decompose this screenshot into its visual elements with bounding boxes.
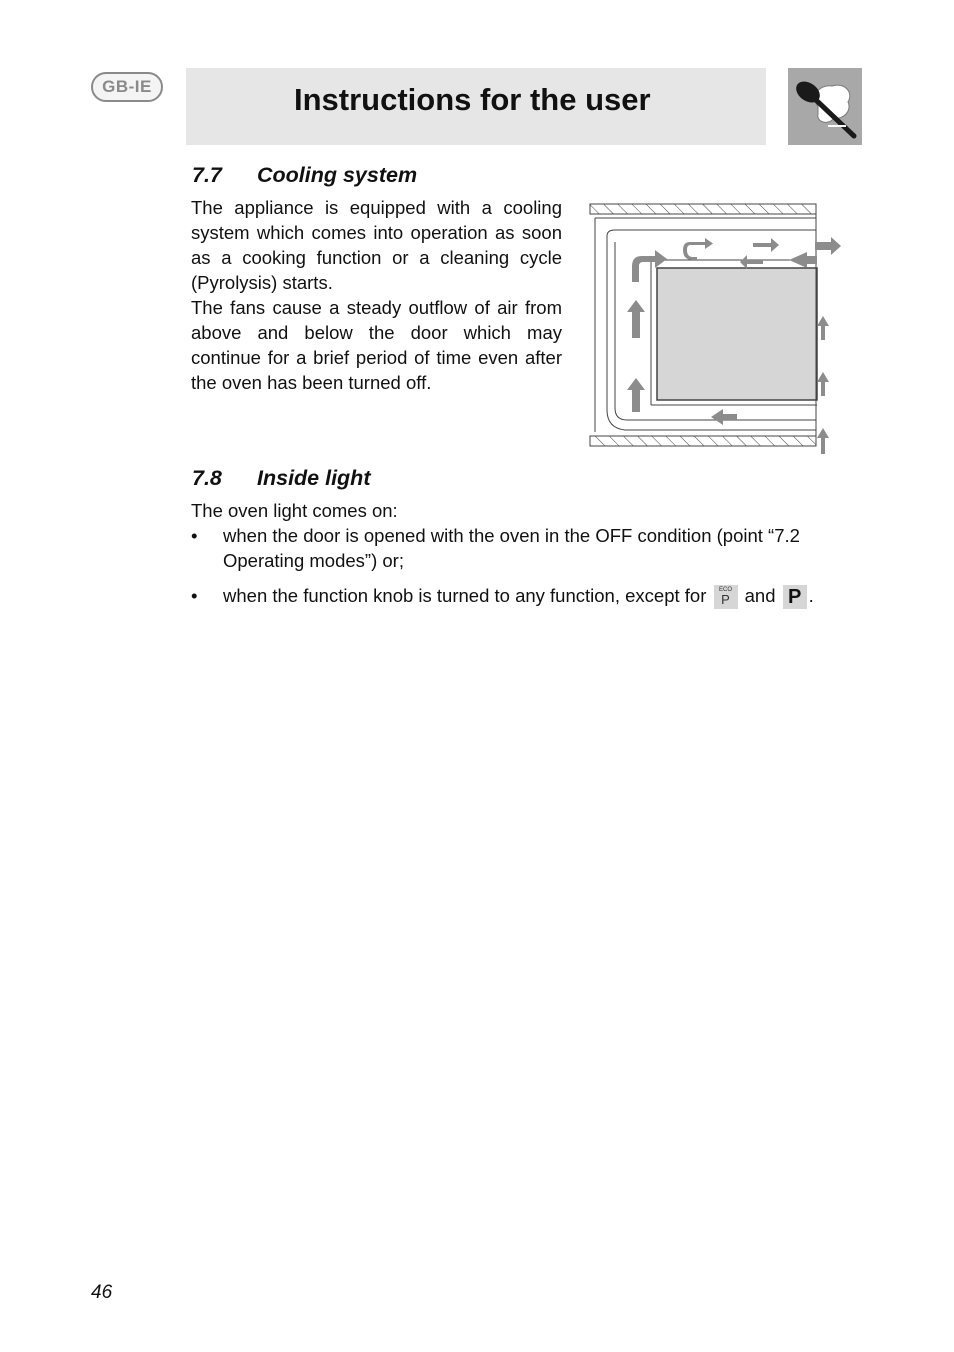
oven-cavity [657,268,817,400]
chef-logo [788,68,862,145]
bullet-icon: • [191,525,198,546]
section-heading-cooling [192,163,417,188]
inside-light-intro: The oven light comes on: [191,500,398,521]
page-title: Instructions for the user [294,82,651,117]
paragraph: The fans cause a steady outflow of air from above and below the door which may continue for a brief period of time even after the oven has been turned off. [191,297,562,393]
list-item [191,583,861,609]
bullet-icon: • [191,585,198,606]
pyrolysis-icon-letter: P [787,586,802,609]
section-number: 7.7 [192,163,222,187]
section-title: Inside light [257,466,371,490]
list-item-text: . [808,585,814,606]
top-panel [590,204,816,214]
list-item-text: when the door is opened with the oven in the OFF condition (point “7.2 Operating modes”) or; [223,525,800,571]
bottom-panel [590,436,816,446]
language-badge: GB-IE [91,72,163,102]
list-item-text: and [744,585,776,606]
pyrolysis-icon [783,585,807,609]
section-number: 7.8 [192,466,222,490]
section-heading-inside-light [192,466,370,491]
cooling-airflow-diagram [585,200,845,458]
inside-light-list [191,523,861,619]
eco-icon-letter: P [721,592,730,608]
eco-icon-label: ECO [718,587,732,594]
eco-pyrolysis-icon [714,585,738,609]
paragraph: The appliance is equipped with a cooling system which comes into operation as soon as a cooking function or a cleaning cycle (Pyrolysis) starts. [191,197,562,293]
chef-spoon-icon [788,68,862,145]
section-title: Cooling system [257,163,418,187]
page-number: 46 [91,1282,113,1303]
list-item [191,523,861,573]
list-item-text: when the function knob is turned to any function, except for [223,585,707,606]
cooling-description [191,195,562,395]
header-bar [186,68,766,145]
